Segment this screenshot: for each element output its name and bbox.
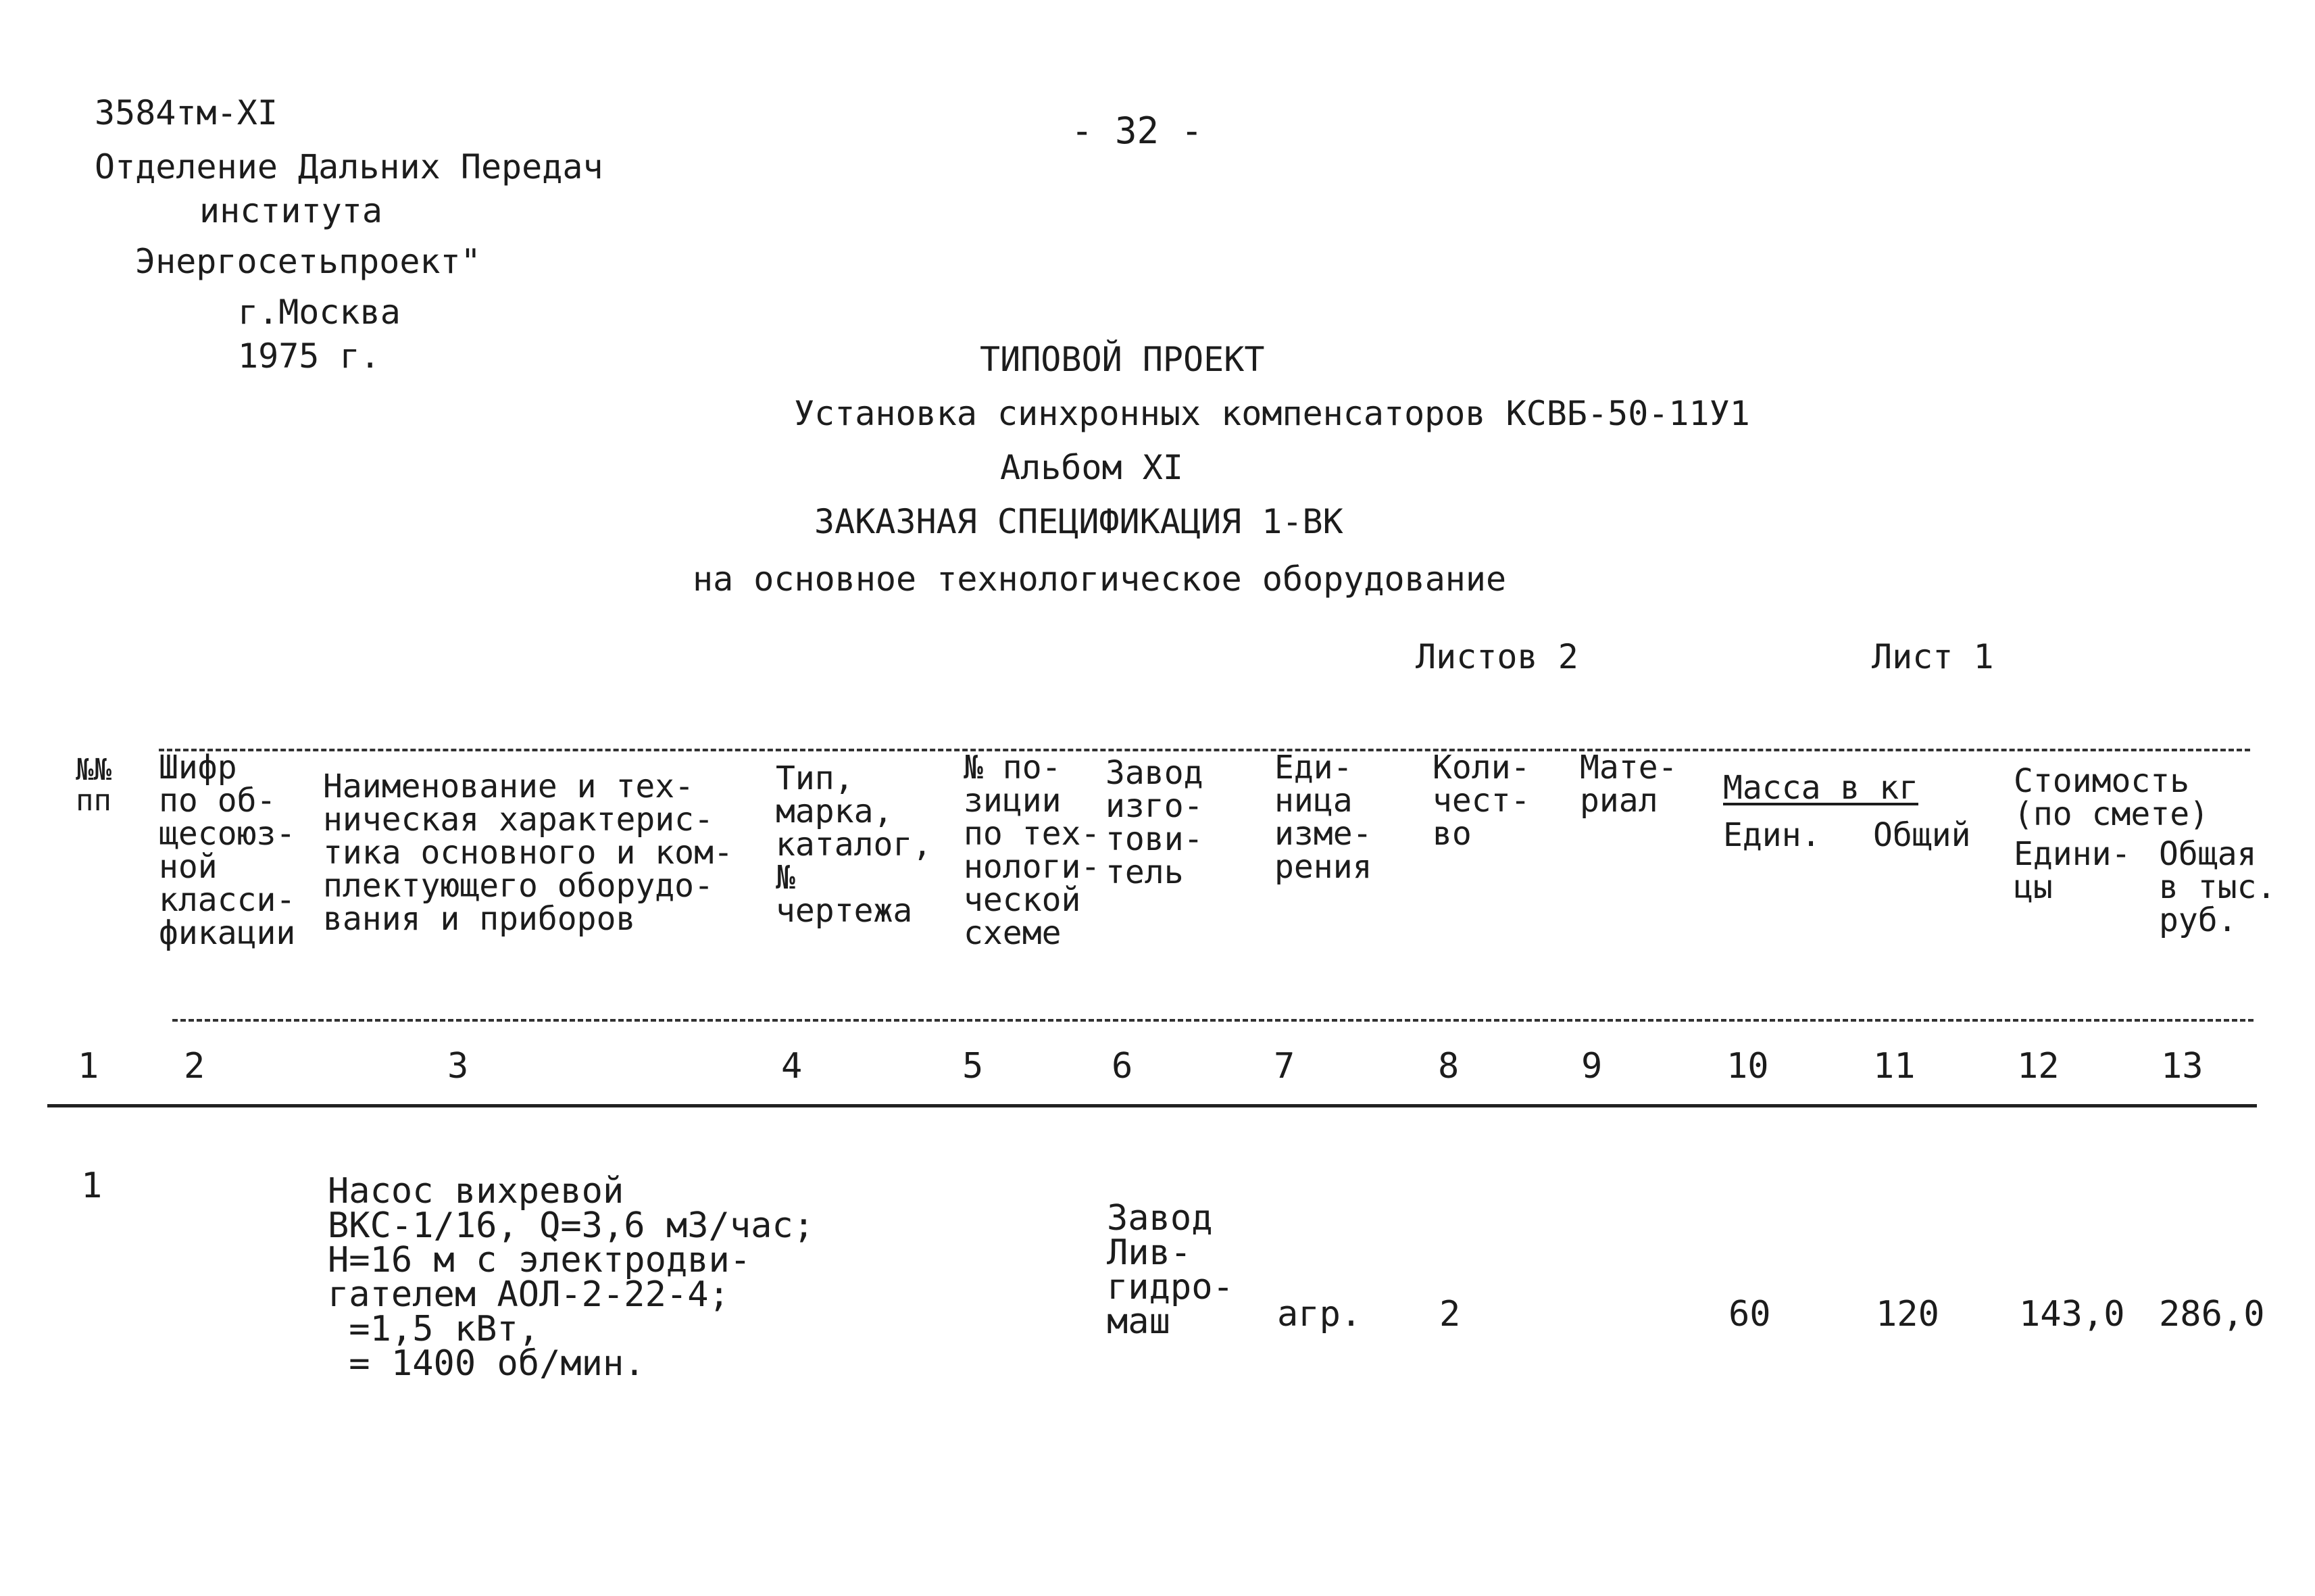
col-number-12: 12 [2017,1046,2060,1087]
row-number: 1 [81,1166,103,1206]
title-line-1: ТИПОВОЙ ПРОЕКТ [980,340,1265,379]
document-code: 3584тм-XI [95,93,278,132]
row-name: Насос вихревой ВКС-1/16, Q=3,6 м3/час; Н=16 м с электродви- гателем АОЛ-2-22-4; =1,5 кВт, = 1400 об/мин. [328,1171,815,1384]
col-number-7: 7 [1274,1046,1295,1087]
numbers-bottom-rule [47,1104,2257,1107]
col-header-9: Мате- риал [1580,749,1678,820]
mass-group-header: Масса в кг [1723,769,1918,807]
title-line-4: ЗАКАЗНАЯ СПЕЦИФИКАЦИЯ 1-ВК [814,502,1343,541]
sheets-total: Листов 2 [1416,637,1578,676]
table-top-rule [159,749,2250,751]
row-unit: агр. [1277,1294,1362,1335]
col-number-9: 9 [1581,1046,1603,1087]
col-header-3: Наименование и тех- ническая характерис- тика основного и ком- плектующего оборудо- вания и приборов [323,768,733,938]
org-year: 1975 г. [238,336,380,376]
cost-group-header: Стоимость (по смете) [2014,762,2209,833]
row-quantity: 2 [1439,1294,1461,1335]
col-number-11: 11 [1873,1046,1916,1087]
col-number-10: 10 [1726,1046,1769,1087]
col-header-11: Общий [1873,816,1971,854]
org-line-4: г.Москва [238,293,401,332]
col-header-2: Шифр по об- щесоюз- ной класси- фикации [159,749,296,952]
col-header-7: Еди- ница изме- рения [1274,749,1372,886]
col-header-6: Завод изго- тови- тель [1105,754,1203,891]
row-cost-unit: 143,0 [2019,1294,2125,1335]
col-number-2: 2 [184,1046,205,1087]
org-line-3: Энергосетьпроект" [135,242,481,281]
col-number-1: 1 [78,1046,99,1087]
col-header-1: №№ пп [76,753,111,818]
header-bottom-rule [172,1019,2254,1022]
title-line-3: Альбом XI [1000,448,1183,487]
col-number-8: 8 [1438,1046,1460,1087]
col-header-5: № по- зиции по тех- нологи- ческой схеме [964,749,1101,952]
col-header-8: Коли- чест- во [1433,749,1530,853]
col-header-4: Тип, марка, каталог, № чертежа [776,759,932,930]
row-mass-total: 120 [1876,1294,1939,1335]
title-line-2: Установка синхронных компенсаторов КСВБ-50-11У1 [794,394,1750,433]
col-header-13: Общая в тыс. руб. [2159,835,2276,939]
sheet-current: Лист 1 [1872,637,1994,676]
row-mass-unit: 60 [1728,1294,1771,1335]
col-number-6: 6 [1112,1046,1133,1087]
col-number-13: 13 [2161,1046,2204,1087]
col-number-4: 4 [781,1046,803,1087]
row-cost-total: 286,0 [2159,1294,2265,1335]
col-number-3: 3 [447,1046,469,1087]
title-line-5: на основное технологическое оборудование [693,559,1507,599]
page-number: - 32 - [1071,109,1203,152]
col-number-5: 5 [962,1046,984,1087]
org-line-1: Отделение Дальних Передач [95,147,603,186]
org-line-2: института [199,191,382,230]
col-header-12: Едини- цы [2014,835,2131,906]
row-manufacturer: Завод Лив- гидро- маш [1107,1198,1234,1342]
col-header-10: Един. [1723,816,1821,854]
